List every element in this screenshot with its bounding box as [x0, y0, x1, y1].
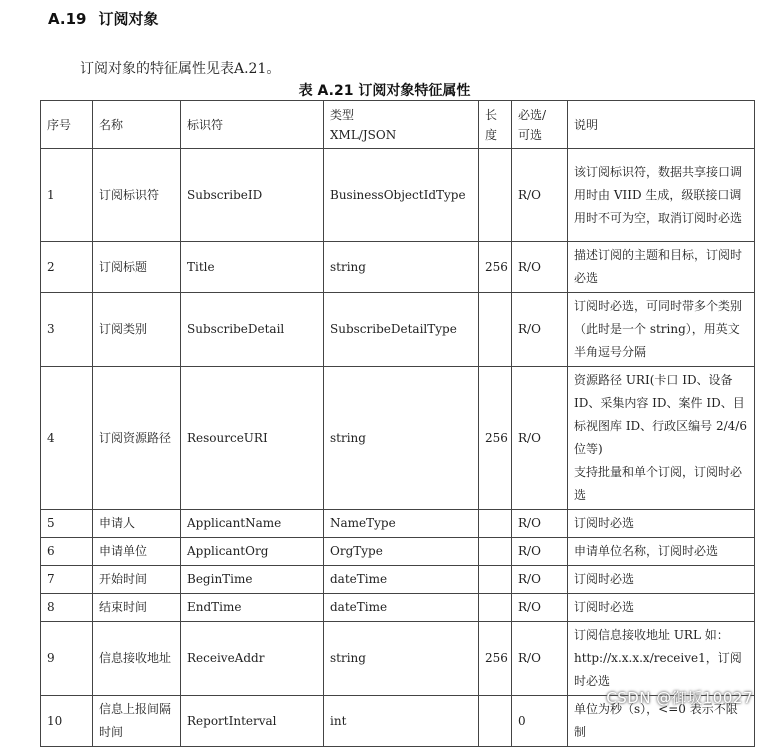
cell-type: dateTime: [324, 594, 479, 622]
section-heading: [48, 8, 158, 29]
cell-length: [479, 696, 512, 747]
cell-identifier: BeginTime: [181, 566, 324, 594]
header-type: [324, 101, 479, 149]
cell-required: R/O: [512, 538, 568, 566]
table-row: [41, 149, 755, 242]
header-length-line2: 度: [485, 127, 498, 142]
header-name: 名称: [93, 101, 181, 149]
cell-identifier: ResourceURI: [181, 367, 324, 510]
header-required-line1: 必选/: [518, 107, 547, 122]
cell-description: 订阅时必选: [568, 566, 755, 594]
cell-seq: 2: [41, 242, 93, 293]
cell-name: 申请人: [93, 510, 181, 538]
cell-description: 申请单位名称，订阅时必选: [568, 538, 755, 566]
section-title: 订阅对象: [98, 10, 159, 28]
cell-type: string: [324, 367, 479, 510]
cell-identifier: ReportInterval: [181, 696, 324, 747]
cell-required: R/O: [512, 622, 568, 696]
table-caption: 表 A.21 订阅对象特征属性: [298, 83, 471, 99]
cell-description-text: 资源路径 URI(卡口 ID、设备 ID、采集内容 ID、案件 ID、目标视图库 ID、行政区编号 2/4/6 位等): [574, 373, 747, 456]
cell-type: OrgType: [324, 538, 479, 566]
cell-name: 开始时间: [93, 566, 181, 594]
section-number: A.19: [48, 10, 87, 28]
cell-name: 订阅标题: [93, 242, 181, 293]
cell-description: 订阅时必选: [568, 510, 755, 538]
cell-length: [479, 510, 512, 538]
cell-name: 信息上报间隔时间: [93, 696, 181, 747]
cell-identifier: EndTime: [181, 594, 324, 622]
table-row: [41, 242, 755, 293]
cell-length: [479, 594, 512, 622]
cell-required: R/O: [512, 149, 568, 242]
table-row: [41, 566, 755, 594]
cell-identifier: ReceiveAddr: [181, 622, 324, 696]
cell-description: 该订阅标识符，数据共享接口调用时由 VIID 生成，级联接口调用时不可为空，取消订阅时必选: [568, 149, 755, 242]
header-length: [479, 101, 512, 149]
cell-length: 256: [479, 622, 512, 696]
cell-type: string: [324, 622, 479, 696]
table-row: [41, 538, 755, 566]
table-row: [41, 510, 755, 538]
table-row: [41, 293, 755, 367]
cell-name: 信息接收地址: [93, 622, 181, 696]
cell-seq: 6: [41, 538, 93, 566]
cell-length: 256: [479, 242, 512, 293]
cell-name: 结束时间: [93, 594, 181, 622]
cell-seq: 9: [41, 622, 93, 696]
table-row: [41, 622, 755, 696]
cell-required: R/O: [512, 566, 568, 594]
cell-identifier: Title: [181, 242, 324, 293]
cell-identifier: SubscribeID: [181, 149, 324, 242]
intro-paragraph: 订阅对象的特征属性见表A.21。: [80, 61, 281, 77]
cell-seq: 8: [41, 594, 93, 622]
cell-required: R/O: [512, 242, 568, 293]
cell-seq: 4: [41, 367, 93, 510]
cell-type: SubscribeDetailType: [324, 293, 479, 367]
cell-name: 申请单位: [93, 538, 181, 566]
cell-required: R/O: [512, 367, 568, 510]
cell-description: 订阅信息接收地址 URL 如：http://x.x.x.x/receive1，订阅时必选: [568, 622, 755, 696]
cell-description: 描述订阅的主题和目标，订阅时必选: [568, 242, 755, 293]
csdn-watermark: CSDN @御坂10027: [606, 689, 753, 707]
header-seq: 序号: [41, 101, 93, 149]
cell-length: [479, 538, 512, 566]
cell-required: R/O: [512, 594, 568, 622]
cell-required: R/O: [512, 293, 568, 367]
cell-name: 订阅资源路径: [93, 367, 181, 510]
cell-seq: 1: [41, 149, 93, 242]
cell-seq: 3: [41, 293, 93, 367]
cell-description: 订阅时必选: [568, 594, 755, 622]
cell-description: 订阅时必选，可同时带多个类别（此时是一个 string），用英文半角逗号分隔: [568, 293, 755, 367]
table-row: [41, 594, 755, 622]
cell-type: int: [324, 696, 479, 747]
cell-description: 单位为秒（s），<=0 表示不限制: [568, 696, 755, 747]
cell-identifier: SubscribeDetail: [181, 293, 324, 367]
header-length-line1: 长: [485, 107, 498, 122]
cell-type: NameType: [324, 510, 479, 538]
cell-seq: 7: [41, 566, 93, 594]
header-description: 说明: [568, 101, 755, 149]
attribute-table: [40, 100, 755, 747]
cell-name: 订阅标识符: [93, 149, 181, 242]
cell-type: dateTime: [324, 566, 479, 594]
table-header-row: [41, 101, 755, 149]
cell-type: BusinessObjectIdType: [324, 149, 479, 242]
cell-name: 订阅类别: [93, 293, 181, 367]
header-identifier: 标识符: [181, 101, 324, 149]
cell-identifier: ApplicantOrg: [181, 538, 324, 566]
cell-description-extra: 支持批量和单个订阅，订阅时必选: [574, 465, 743, 502]
cell-length: [479, 149, 512, 242]
cell-description: [568, 367, 755, 510]
cell-identifier: ApplicantName: [181, 510, 324, 538]
cell-seq: 5: [41, 510, 93, 538]
cell-length: [479, 566, 512, 594]
table-row: [41, 367, 755, 510]
header-required: [512, 101, 568, 149]
cell-length: 256: [479, 367, 512, 510]
header-type-line1: 类型: [330, 107, 355, 122]
header-type-line2: XML/JSON: [330, 127, 397, 142]
cell-length: [479, 293, 512, 367]
cell-seq: 10: [41, 696, 93, 747]
cell-required: R/O: [512, 510, 568, 538]
cell-required: 0: [512, 696, 568, 747]
header-required-line2: 可选: [518, 127, 543, 142]
cell-type: string: [324, 242, 479, 293]
